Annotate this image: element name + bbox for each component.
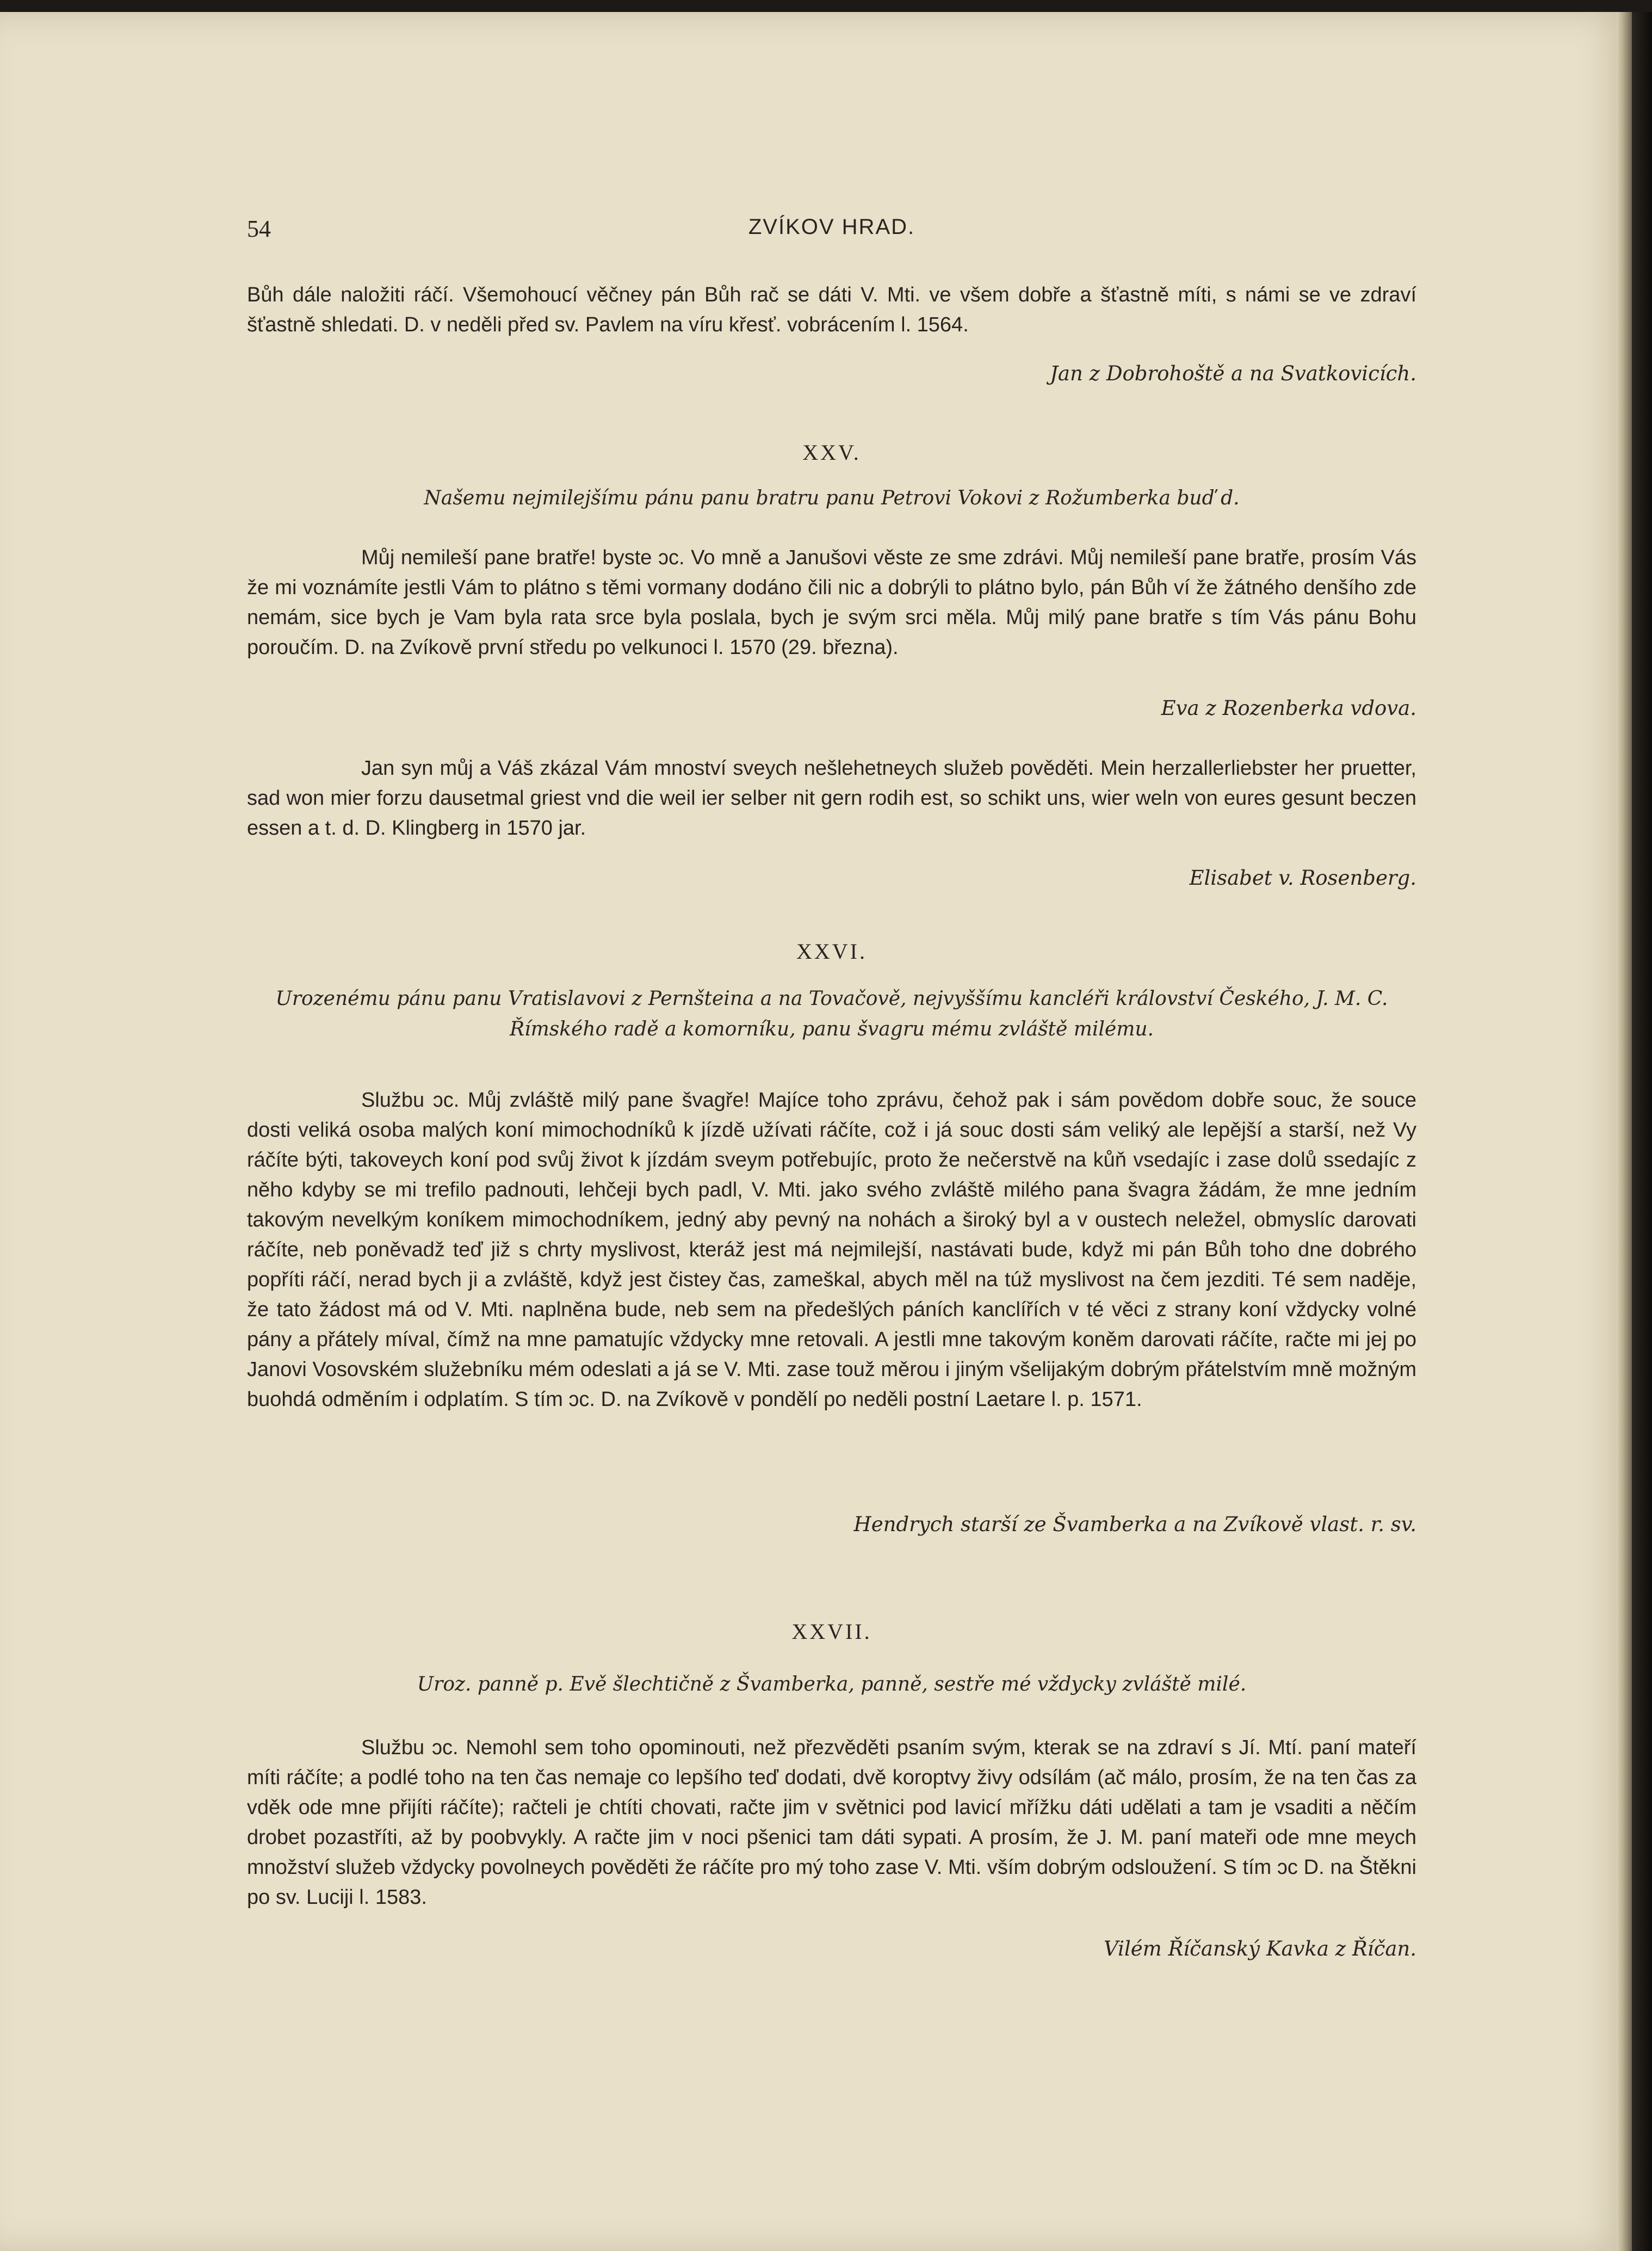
section-xxv-signature-2: Elisabet v. Rosenberg.	[1189, 866, 1416, 890]
section-xxvi-address: Urozenému pánu panu Vratislavovi z Pernšteina a na Tovačově, nejvyššímu kancléři království Českého, J. M. C. Římského radě a komorníku, panu švagru mému zvláště milému.	[275, 988, 1388, 1040]
section-xxv-address: Našemu nejmilejšímu pánu panu bratru panu Petrovi Vokovi z Rožumberka buď d.	[424, 487, 1240, 509]
intro-letter-text: Bůh dále naložiti ráčí. Všemohoucí věčney pán Bůh rač se dáti V. Mti. ve všem dobře a šťastně míti, s námi se ve zdraví šťastně shledati. D. v neděli před sv. Pavlem na víru křesť. vobrácením l. 1564.	[247, 283, 1416, 336]
section-xxv-letter-2: Jan syn můj a Váš zkázal Vám mnoství sveych nešlehetneych služeb pověděti. Mein herzallerliebster her pruetter, sad won mier forzu dausetmal griest vnd die weil ier selber nit gern rodih est, so schikt uns, wier weln von eures gesunt beczen essen a t. d. D. Klingberg in 1570 jar.	[247, 757, 1416, 840]
section-xxvii-signature: Vilém Říčanský Kavka z Říčan.	[1103, 1937, 1416, 1960]
section-xxvi-signature: Hendrych starší ze Švamberka a na Zvíkově vlast. r. sv.	[853, 1513, 1416, 1536]
intro-signature: Jan z Dobrohoště a na Svatkovicích.	[1050, 362, 1416, 385]
page-gutter	[1617, 12, 1632, 2251]
section-number-xxvii: XXVII.	[791, 1619, 872, 1644]
section-number-xxvi: XXVI.	[796, 939, 867, 964]
section-number-xxv: XXV.	[802, 440, 861, 465]
section-xxvii-address: Uroz. panně p. Evě šlechtičně z Švamberka, panně, sestře mé vždycky zvláště milé.	[417, 1673, 1247, 1695]
section-xxv-signature-1: Eva z Rozenberka vdova.	[1161, 696, 1416, 720]
section-xxv-letter-1: Můj nemileší pane bratře! byste ɔc. Vo mně a Janušovi věste ze sme zdrávi. Můj nemileší pane bratře, prosím Vás že mi voznámíte jestli Vám to plátno s těmi vormany dodáno čili nic a dobrýli to plátno bylo, pán Bůh ví že žátného denšího zde nemám, sice bych je Vam byla rata srce byla poslala, bych je svým srci měla. Můj milý pane bratře s tím Vás pánu Bohu poroučím. D. na Zvíkově první středu po velkunoci l. 1570 (29. března).	[247, 546, 1416, 659]
page-number: 54	[247, 215, 271, 242]
running-title: ZVÍKOV HRAD.	[748, 215, 915, 239]
section-xxvi-letter: Službu ɔc. Můj zvláště milý pane švagře! Majíce toho zprávu, čehož pak i sám povědom dobře souc, že souce dosti veliká osoba malých koní mimochodníků k jízdě užívati ráčíte, což i já souc dosti sám veliký ale lepější a starší, než Vy ráčíte býti, takoveych koní pod svůj život k jízdám sveym potřebujíc, proto že nečerstvě na kůň vsedajíc i zase dolů ssedajíc z něho kdyby se mi trefilo padnouti, lehčeji bych padl, V. Mti. jako svého zvláště milého pana švagra žádám, že mne jedním takovým nevelkým koníkem mimochodníkem, jedný aby pevný na nohách a široký byl a v oustech neležel, obmyslíc darovati ráčíte, neb poněvadž teď již s chrty myslivost, kteráž jest má nejmilejší, nastávati bude, když mi pán Bůh toho dne dobrého popříti ráčí, nerad bych ji a zvláště, když jest čistey čas, zameškal, abych měl na túž myslivost na čem jezditi. Té sem naděje, že tato žádost má od V. Mti. naplněna bude, neb sem na předešlých páních kanclířích v té věci z strany koní vždycky volné pány a přátely míval, čímž na mne pamatujíc vždycky mne retovali. A jestli mne takovým koněm darovati ráčíte, račte mi jej po Janovi Vosovském služebníku mém odeslati a já se V. Mti. zase touž měrou i jiným všelijakým dobrým přátelstvím mně možným buohdá odměním i odplatím. S tím ɔc. D. na Zvíkově v pondělí po neděli postní Laetare l. p. 1571.	[247, 1089, 1416, 1411]
scan-edge	[1632, 12, 1652, 2251]
page-header	[247, 215, 1416, 253]
section-xxvii-letter: Službu ɔc. Nemohl sem toho opominouti, než přezvěděti psaním svým, kterak se na zdraví s Jí. Mtí. paní mateří míti ráčíte; a podlé toho na ten čas nemaje co lepšího teď dodati, dvě koroptvy živy odsílám (ač málo, prosím, že na ten čas za vděk ode mne přijíti ráčíte); račteli je chtíti chovati, račte jim v světnici pod lavicí mřížku dáti udělati a tam je vsaditi a něčím drobet pozastříti, až by poobvykly. A račte jim v noci pšenici tam dáti sypati. A prosím, že J. M. paní mateři ode mne meych množství služeb vždycky povolneych pověděti že ráčíte pro mý toho zase V. Mti. vším dobrým odsloužení. S tím ɔc D. na Štěkni po sv. Luciji l. 1583.	[247, 1736, 1416, 1909]
